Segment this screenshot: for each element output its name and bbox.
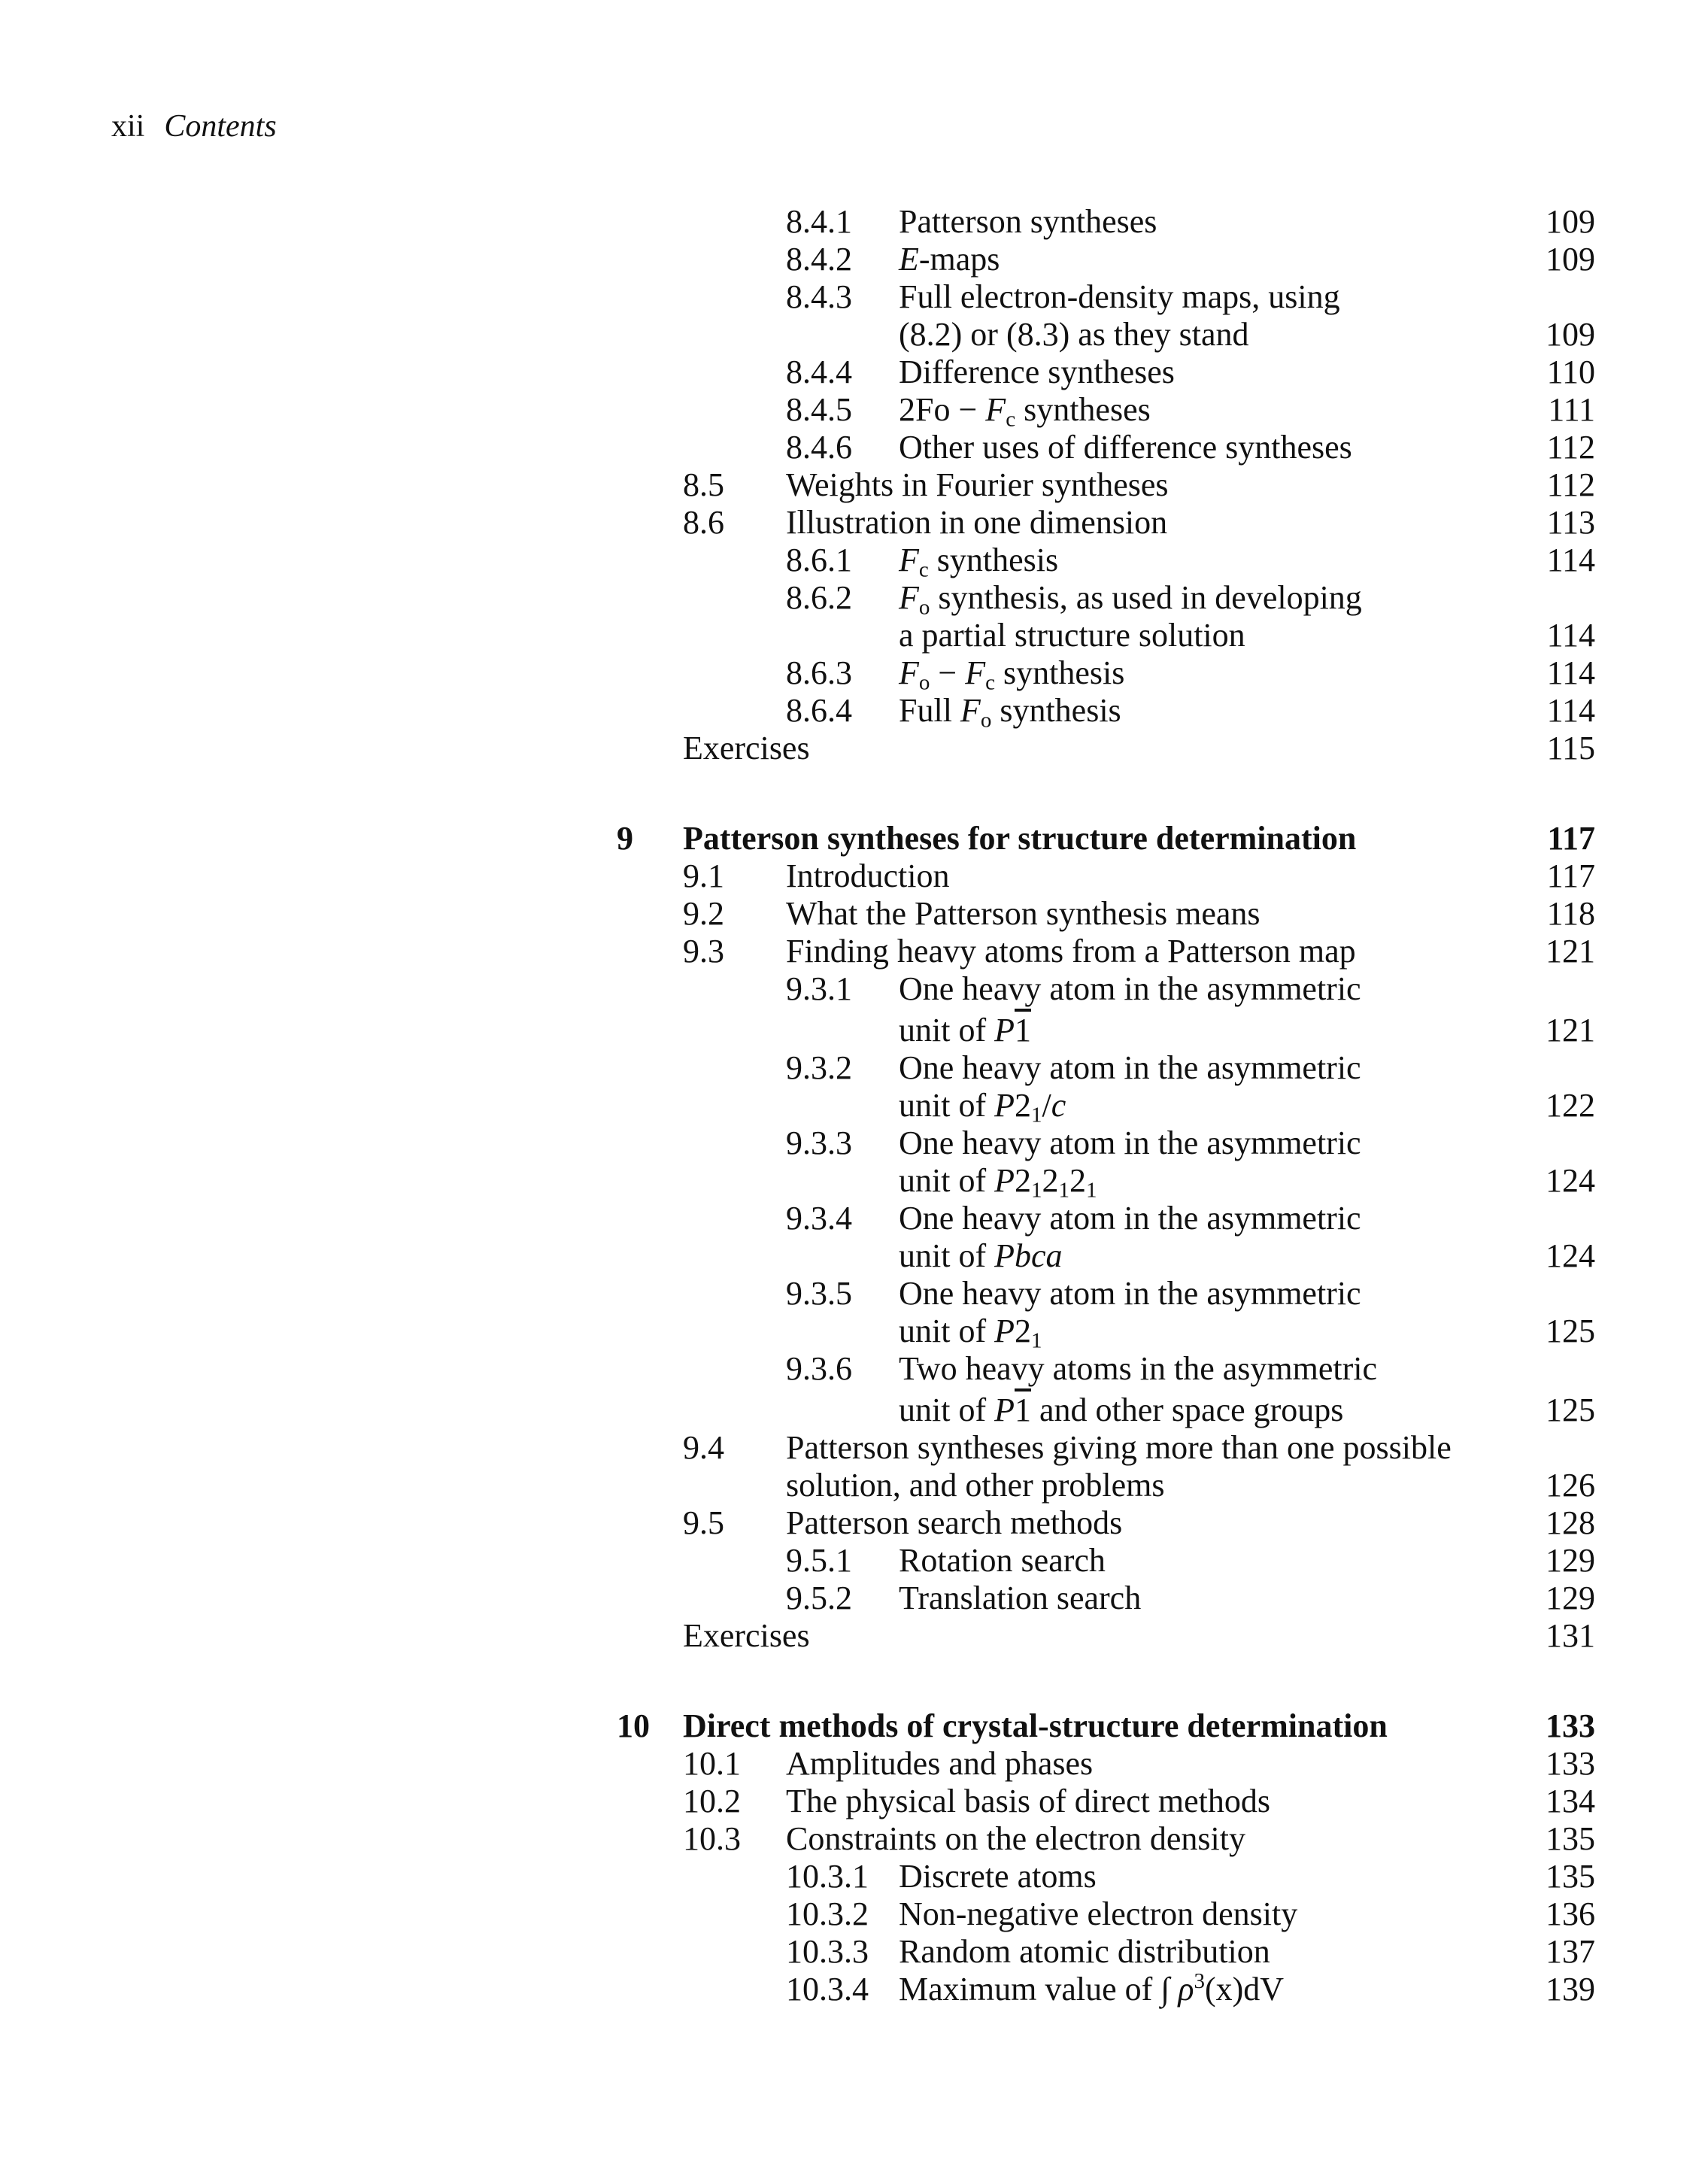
entry-title: unit of $P2_12_12_1$ <box>899 1162 1097 1203</box>
entry-page-number: 129 <box>1546 1580 1595 1616</box>
entry-title: unit of $P2_1/c$ <box>899 1087 1066 1127</box>
entry-number: 9.3.4 <box>786 1200 852 1237</box>
entry-number: 9.2 <box>683 895 724 932</box>
entry-number: 9.5.1 <box>786 1542 852 1579</box>
entry-number: 8.4.5 <box>786 391 852 428</box>
entry-page-number: 114 <box>1546 654 1595 691</box>
entry-title: Full $F_o$ synthesis <box>899 692 1121 733</box>
entry-title: Introduction <box>786 857 950 894</box>
entry-page-number: 117 <box>1546 857 1595 894</box>
entry-title: unit of $P2_1$ <box>899 1313 1042 1353</box>
entry-number: 9.4 <box>683 1429 724 1466</box>
entry-number: 8.4.1 <box>786 203 852 240</box>
entry-title: E-maps <box>899 241 1000 278</box>
entry-title: One heavy atom in the asymmetric <box>899 1200 1361 1237</box>
entry-page-number: 133 <box>1546 1745 1595 1782</box>
entry-title: What the Patterson synthesis means <box>786 895 1261 932</box>
entry-title: Patterson search methods <box>786 1504 1123 1541</box>
entry-title: unit of P1 and other space groups <box>899 1391 1344 1428</box>
entry-title: Other uses of difference syntheses <box>899 429 1352 466</box>
entry-page-number: 137 <box>1546 1933 1595 1970</box>
entry-page-number: 110 <box>1546 354 1595 390</box>
entry-title: unit of Pbca <box>899 1237 1063 1274</box>
entry-title: One heavy atom in the asymmetric <box>899 1275 1361 1312</box>
entry-title: Patterson syntheses for structure determination <box>683 820 1357 857</box>
entry-page-number: 121 <box>1546 933 1595 970</box>
entry-title: $F_o$ synthesis, as used in developing <box>899 579 1362 620</box>
entry-number: 9.3.2 <box>786 1049 852 1086</box>
entry-number: 10.3.1 <box>786 1858 869 1895</box>
entry-title: Exercises <box>683 730 810 766</box>
entry-title: Two heavy atoms in the asymmetric <box>899 1350 1377 1387</box>
entry-page-number: 139 <box>1546 1971 1595 2008</box>
entry-title: solution, and other problems <box>786 1467 1165 1504</box>
entry-page-number: 122 <box>1546 1087 1595 1124</box>
entry-page-number: 109 <box>1546 316 1595 353</box>
entry-page-number: 121 <box>1546 1012 1595 1049</box>
entry-page-number: 114 <box>1546 617 1595 654</box>
entry-number: 8.6 <box>683 504 724 541</box>
entry-page-number: 109 <box>1546 203 1595 240</box>
entry-page-number: 135 <box>1546 1820 1595 1857</box>
entry-number: 9.5 <box>683 1504 724 1541</box>
entry-number: 10.3.2 <box>786 1895 869 1932</box>
entry-title: Constraints on the electron density <box>786 1820 1245 1857</box>
entry-number: 9.3.5 <box>786 1275 852 1312</box>
entry-title: $2Fo - F_c$ syntheses <box>899 391 1151 432</box>
entry-number: 9.5.2 <box>786 1580 852 1616</box>
entry-page-number: 136 <box>1546 1895 1595 1932</box>
entry-title: Direct methods of crystal-structure determination <box>683 1707 1388 1744</box>
entry-number: 8.6.2 <box>786 579 852 616</box>
entry-number: 10.1 <box>683 1745 741 1782</box>
entry-page-number: 124 <box>1546 1237 1595 1274</box>
entry-page-number: 113 <box>1546 504 1595 541</box>
entry-page-number: 118 <box>1546 895 1595 932</box>
entry-number: 9.1 <box>683 857 724 894</box>
entry-page-number: 125 <box>1546 1391 1595 1428</box>
entry-title: Weights in Fourier syntheses <box>786 466 1169 503</box>
entry-page-number: 135 <box>1546 1858 1595 1895</box>
entry-title: unit of P1 <box>899 1012 1031 1049</box>
entry-title: The physical basis of direct methods <box>786 1783 1270 1819</box>
entry-title: Maximum value of ∫ $\rho^3(x)dV$ <box>899 1969 1285 2008</box>
entry-page-number: 126 <box>1546 1467 1595 1504</box>
entry-number: 8.4.3 <box>786 278 852 315</box>
entry-title: Amplitudes and phases <box>786 1745 1094 1782</box>
running-title: Contents <box>164 109 277 144</box>
entry-page-number: 115 <box>1546 730 1595 766</box>
entry-number: 10.3.3 <box>786 1933 869 1970</box>
entry-title: Discrete atoms <box>899 1858 1097 1895</box>
entry-page-number: 124 <box>1546 1162 1595 1199</box>
entry-title: Non-negative electron density <box>899 1895 1298 1932</box>
entry-page-number: 128 <box>1546 1504 1595 1541</box>
entry-title: Difference syntheses <box>899 354 1175 390</box>
entry-title: Random atomic distribution <box>899 1933 1270 1970</box>
entry-number: 9.3.3 <box>786 1124 852 1161</box>
entry-page-number: 114 <box>1546 542 1595 578</box>
entry-number: 9.3 <box>683 933 724 970</box>
entry-number: 9.3.6 <box>786 1350 852 1387</box>
entry-page-number: 111 <box>1548 391 1595 428</box>
entry-title: Rotation search <box>899 1542 1106 1579</box>
entry-number: 8.6.4 <box>786 692 852 729</box>
entry-number: 8.6.3 <box>786 654 852 691</box>
entry-title: One heavy atom in the asymmetric <box>899 970 1361 1007</box>
entry-number: 8.6.1 <box>786 542 852 578</box>
entry-title: Patterson syntheses giving more than one possible <box>786 1429 1452 1466</box>
entry-title: Finding heavy atoms from a Patterson map <box>786 933 1356 970</box>
entry-page-number: 133 <box>1546 1707 1595 1744</box>
entry-title: $F_o - F_c$ synthesis <box>899 654 1125 695</box>
entry-number: 9 <box>617 820 633 857</box>
running-head <box>111 105 277 147</box>
entry-title: (8.2) or (8.3) as they stand <box>899 316 1249 353</box>
entry-number: 8.5 <box>683 466 724 503</box>
page-number: xii <box>111 109 145 144</box>
entry-number: 8.4.4 <box>786 354 852 390</box>
entry-number: 10.2 <box>683 1783 741 1819</box>
entry-number: 8.4.2 <box>786 241 852 278</box>
entry-number: 10 <box>617 1707 650 1744</box>
entry-page-number: 114 <box>1546 692 1595 729</box>
entry-title: Full electron-density maps, using <box>899 278 1340 315</box>
entry-number: 10.3 <box>683 1820 741 1857</box>
entry-page-number: 112 <box>1546 429 1595 466</box>
entry-page-number: 117 <box>1547 820 1595 857</box>
entry-page-number: 125 <box>1546 1313 1595 1349</box>
entry-number: 9.3.1 <box>786 970 852 1007</box>
entry-title: Translation search <box>899 1580 1142 1616</box>
entry-title: One heavy atom in the asymmetric <box>899 1124 1361 1161</box>
entry-page-number: 131 <box>1546 1617 1595 1654</box>
entry-title: a partial structure solution <box>899 617 1245 654</box>
entry-number: 8.4.6 <box>786 429 852 466</box>
entry-number: 10.3.4 <box>786 1971 869 2008</box>
entry-page-number: 109 <box>1546 241 1595 278</box>
entry-title: $F_c$ synthesis <box>899 542 1059 582</box>
entry-title: Exercises <box>683 1617 810 1654</box>
entry-title: Illustration in one dimension <box>786 504 1168 541</box>
entry-title: Patterson syntheses <box>899 203 1157 240</box>
entry-page-number: 112 <box>1546 466 1595 503</box>
entry-page-number: 129 <box>1546 1542 1595 1579</box>
entry-title: One heavy atom in the asymmetric <box>899 1049 1361 1086</box>
entry-page-number: 134 <box>1546 1783 1595 1819</box>
